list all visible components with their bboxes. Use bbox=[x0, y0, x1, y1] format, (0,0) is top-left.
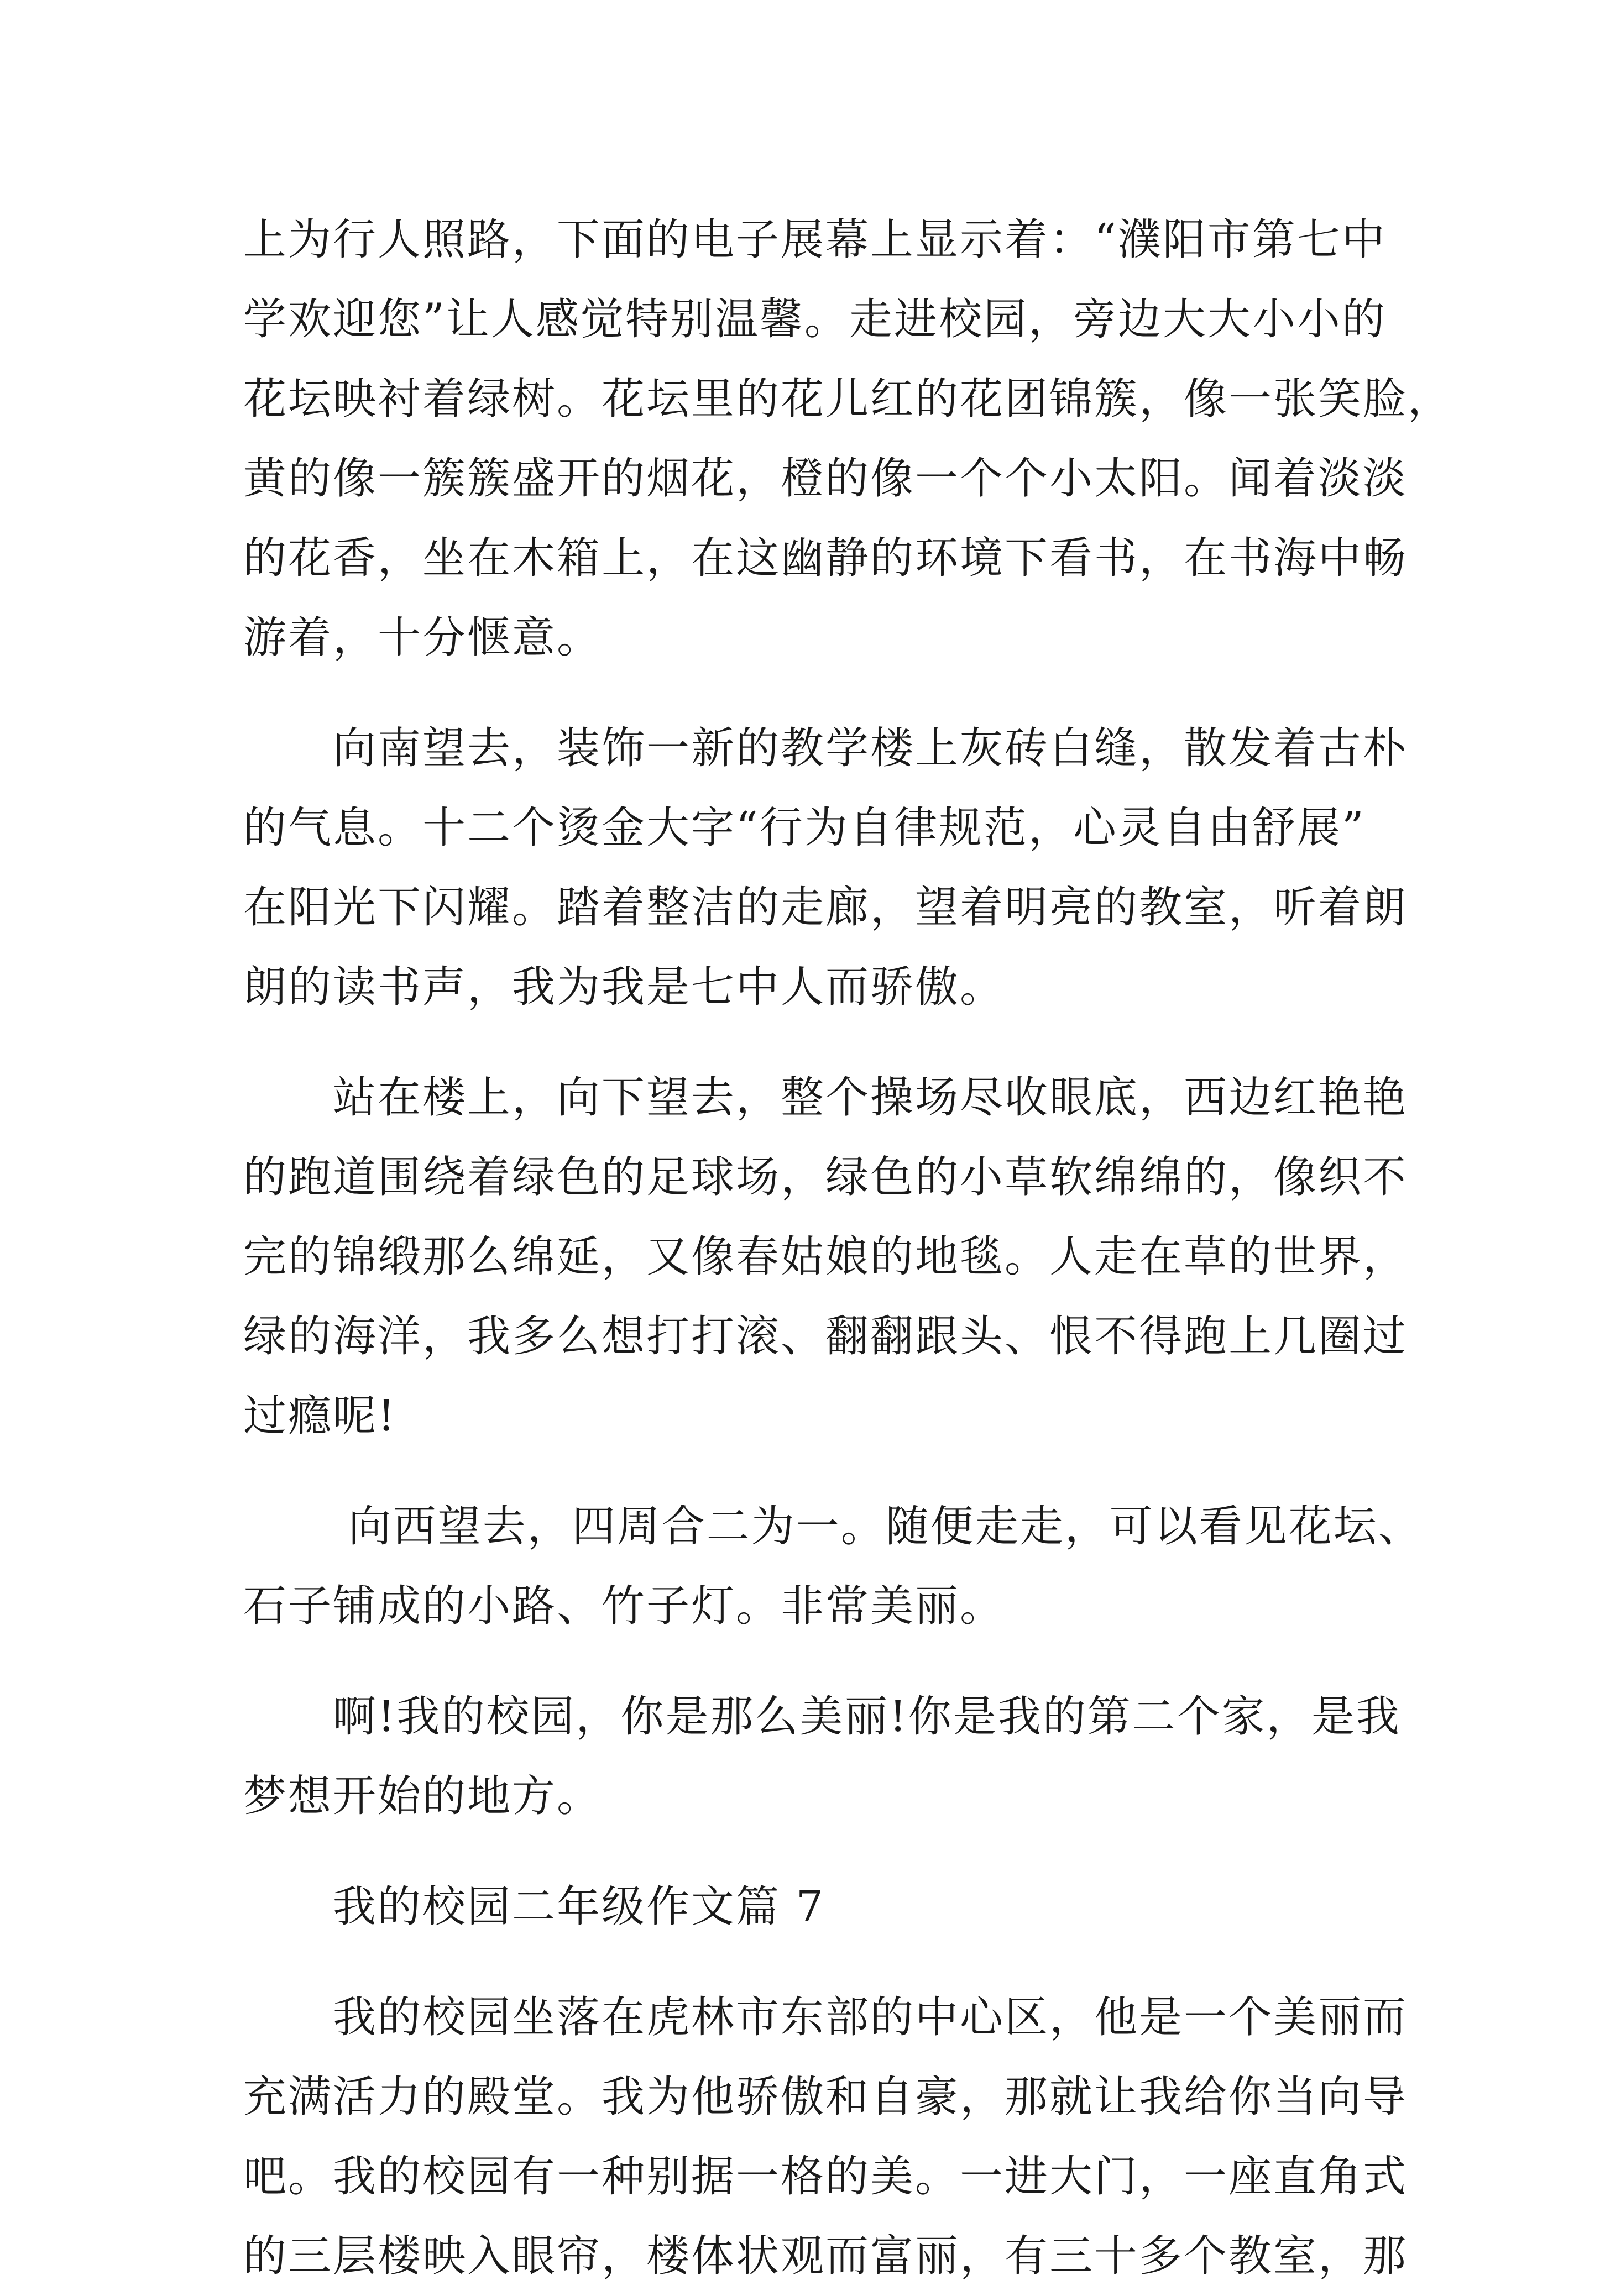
text-line: 黄的像一簇簇盛开的烟花，橙的像一个个小太阳。闻着淡淡 bbox=[243, 454, 1408, 504]
text-line: 朗的读书声，我为我是七中人而骄傲。 bbox=[243, 962, 1005, 1012]
paragraph-1 bbox=[243, 200, 1453, 678]
text-line: 上为行人照路，下面的电子展幕上显示着：“濮阳市第七中 bbox=[243, 215, 1387, 265]
text-line: 充满活力的殿堂。我为他骄傲和自豪，那就让我给你当向导 bbox=[243, 2072, 1408, 2122]
text-line: 的气息。十二个烫金大字“行为自律规范，心灵自由舒展” bbox=[243, 803, 1366, 853]
paragraph-3 bbox=[243, 1058, 1408, 1456]
paragraph-gap bbox=[243, 1947, 1371, 1978]
paragraph-gap bbox=[243, 1027, 1371, 1058]
text-line: 石子铺成的小路、竹子灯。非常美丽。 bbox=[243, 1581, 1005, 1631]
text-line: 站在楼上，向下望去，整个操场尽收眼底，西边红艳艳 bbox=[243, 1073, 1408, 1123]
section-heading bbox=[243, 1867, 1371, 1947]
text-line: 吧。我的校园有一种别据一格的美。一进大门，一座直角式 bbox=[243, 2152, 1408, 2201]
paragraph-gap bbox=[243, 1836, 1371, 1867]
text-line: 在阳光下闪耀。踏着整洁的走廊，望着明亮的教室，听着朗 bbox=[243, 883, 1408, 932]
paragraph-5 bbox=[243, 1677, 1401, 1836]
paragraph-6 bbox=[243, 1978, 1408, 2296]
text-line: 游着，十分惬意。 bbox=[243, 613, 602, 663]
text-line: 我的校园坐落在虎林市东部的中心区，他是一个美丽而 bbox=[243, 1993, 1408, 2042]
text-line: 的花香，坐在木箱上，在这幽静的环境下看书，在书海中畅 bbox=[243, 533, 1408, 583]
paragraph-2 bbox=[243, 709, 1408, 1027]
text-line: 花坛映衬着绿树。花坛里的花儿红的花团锦簇，像一张笑脸， bbox=[243, 374, 1453, 424]
text-line: 向南望去，装饰一新的教学楼上灰砖白缝，散发着古朴 bbox=[243, 724, 1408, 773]
paragraph-gap bbox=[243, 678, 1371, 709]
text-line: 的三层楼映入眼帘，楼体状观而富丽，有三十多个教室，那 bbox=[243, 2231, 1408, 2281]
paragraph-4 bbox=[243, 1487, 1423, 1646]
text-line: 啊!我的校园，你是那么美丽!你是我的第二个家，是我 bbox=[243, 1692, 1401, 1742]
paragraph-gap bbox=[243, 1646, 1371, 1677]
text-line: 梦想开始的地方。 bbox=[243, 1771, 602, 1821]
text-line: 学欢迎您”让人感觉特别温馨。走进校园，旁边大大小小的 bbox=[243, 295, 1387, 344]
text-line: 完的锦缎那么绵延，又像春姑娘的地毯。人走在草的世界， bbox=[243, 1232, 1408, 1282]
text-line: 过瘾呢! bbox=[243, 1391, 397, 1441]
heading-line: 我的校园二年级作文篇 7 bbox=[243, 1882, 825, 1932]
paragraph-gap bbox=[243, 1456, 1371, 1487]
text-line: 向西望去，四周合二为一。随便走走，可以看见花坛、 bbox=[243, 1502, 1423, 1551]
document-body bbox=[243, 200, 1453, 2296]
text-line: 绿的海洋，我多么想打打滚、翻翻跟头、恨不得跑上几圈过 bbox=[243, 1312, 1408, 1361]
text-line: 的跑道围绕着绿色的足球场，绿色的小草软绵绵的，像织不 bbox=[243, 1152, 1408, 1202]
